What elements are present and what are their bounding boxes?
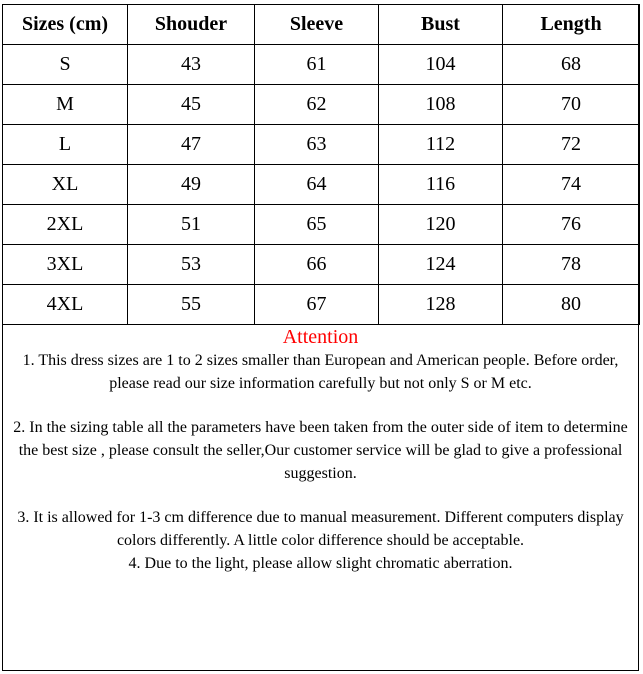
size-cell: 3XL <box>3 245 128 285</box>
header-bust: Bust <box>379 5 503 45</box>
note-2: 2. In the sizing table all the parameters have been taken from the outer side of item to determine the best size , please consult the seller,Our customer service will be glad to give a professional suggestion. <box>13 419 628 482</box>
table-row <box>3 285 640 325</box>
table-row <box>3 205 640 245</box>
sleeve-cell: 66 <box>255 245 379 285</box>
bust-cell: 120 <box>379 205 503 245</box>
length-cell: 72 <box>503 125 640 165</box>
table-row <box>3 245 640 285</box>
shoulder-cell: 51 <box>128 205 255 245</box>
size-cell: 4XL <box>3 285 128 325</box>
sleeve-cell: 67 <box>255 285 379 325</box>
sleeve-cell: 63 <box>255 125 379 165</box>
length-cell: 68 <box>503 45 640 85</box>
size-cell: S <box>3 45 128 85</box>
header-shoulder: Shouder <box>128 5 255 45</box>
attention-notes <box>3 325 638 575</box>
sleeve-cell: 64 <box>255 165 379 205</box>
shoulder-cell: 55 <box>128 285 255 325</box>
bust-cell: 116 <box>379 165 503 205</box>
table-row <box>3 45 640 85</box>
bust-cell: 128 <box>379 285 503 325</box>
note-4: 4. Due to the light, please allow slight chromatic aberration. <box>128 555 513 572</box>
length-cell: 74 <box>503 165 640 205</box>
bust-cell: 112 <box>379 125 503 165</box>
header-sizes: Sizes (cm) <box>3 5 128 45</box>
size-cell: L <box>3 125 128 165</box>
table-row <box>3 165 640 205</box>
shoulder-cell: 53 <box>128 245 255 285</box>
header-length: Length <box>503 5 640 45</box>
bust-cell: 104 <box>379 45 503 85</box>
bust-cell: 108 <box>379 85 503 125</box>
shoulder-cell: 47 <box>128 125 255 165</box>
sleeve-cell: 61 <box>255 45 379 85</box>
length-cell: 80 <box>503 285 640 325</box>
length-cell: 70 <box>503 85 640 125</box>
size-cell: M <box>3 85 128 125</box>
bust-cell: 124 <box>379 245 503 285</box>
size-cell: XL <box>3 165 128 205</box>
shoulder-cell: 45 <box>128 85 255 125</box>
length-cell: 76 <box>503 205 640 245</box>
sleeve-cell: 65 <box>255 205 379 245</box>
length-cell: 78 <box>503 245 640 285</box>
table-row <box>3 85 640 125</box>
shoulder-cell: 43 <box>128 45 255 85</box>
header-sleeve: Sleeve <box>255 5 379 45</box>
note-1: 1. This dress sizes are 1 to 2 sizes smaller than European and American people. Before order, please read our size information carefully but not only S or M etc. <box>22 352 619 392</box>
size-table <box>2 4 640 325</box>
table-header-row <box>3 5 640 45</box>
table-row <box>3 125 640 165</box>
size-cell: 2XL <box>3 205 128 245</box>
sleeve-cell: 62 <box>255 85 379 125</box>
note-3: 3. It is allowed for 1-3 cm difference due to manual measurement. Different computers display colors differently. A little color difference should be acceptable. <box>17 509 624 549</box>
shoulder-cell: 49 <box>128 165 255 205</box>
attention-title: Attention <box>282 326 359 348</box>
